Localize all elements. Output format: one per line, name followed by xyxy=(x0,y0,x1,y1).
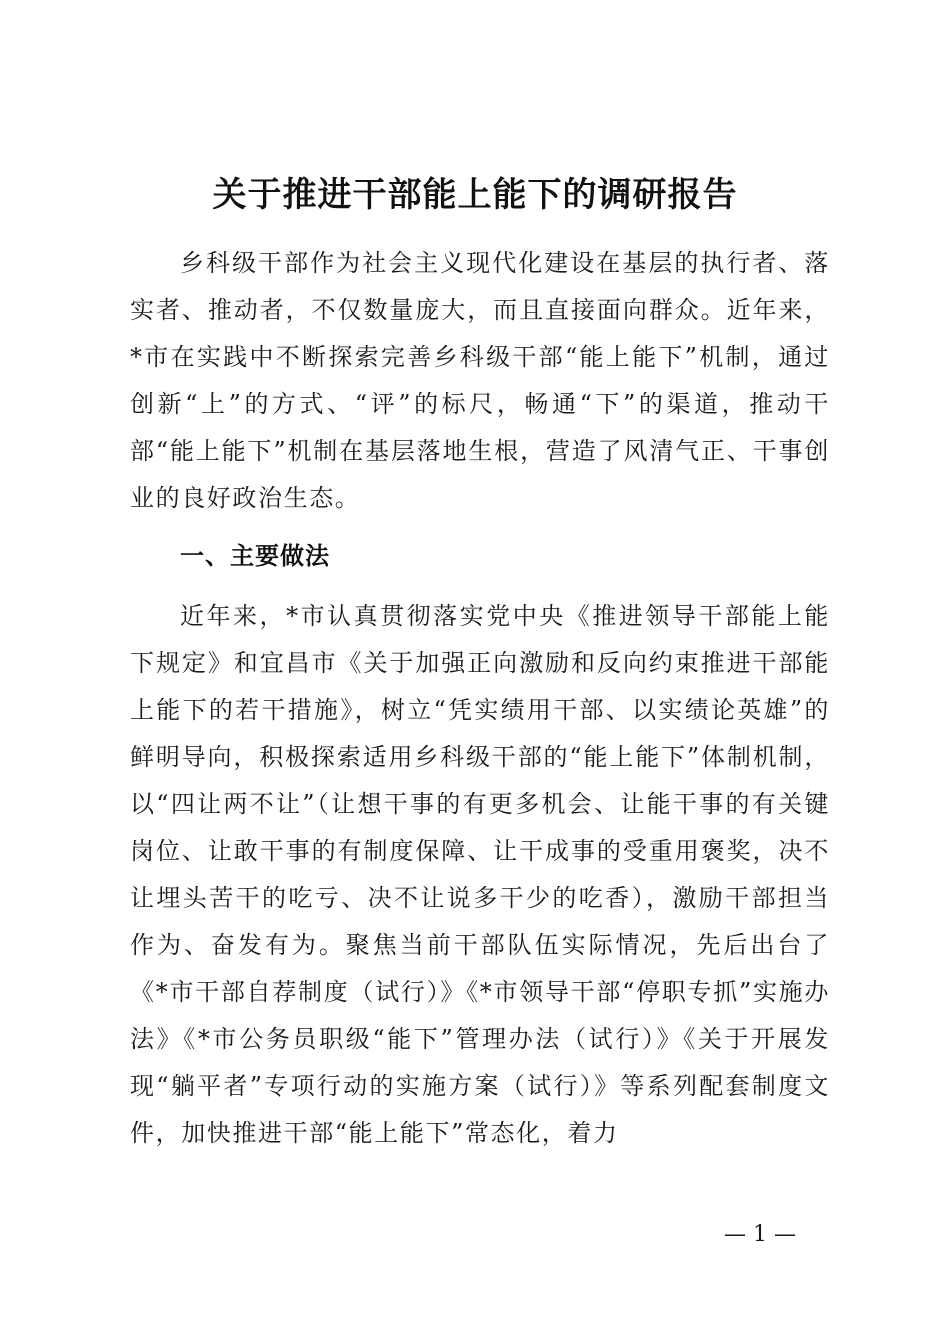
intro-paragraph: 乡科级干部作为社会主义现代化建设在基层的执行者、落实者、推动者，不仅数量庞大，而且直接面向群众。近年来，*市在实践中不断探索完善乡科级干部“能上能下”机制，通过创新“上”的方式、“评”的标尺，畅通“下”的渠道，推动干部“能上能下”机制在基层落地生根，营造了风清气正、干事创业的良好政治生态。 xyxy=(130,249,830,512)
section-heading: 一、主要做法 xyxy=(180,542,330,570)
document-title: 关于推进干部能上能下的调研报告 xyxy=(212,175,738,215)
page-number: — 1 — xyxy=(724,1222,796,1247)
section-paragraph: 近年来，*市认真贯彻落实党中央《推进领导干部能上能下规定》和宜昌市《关于加强正向激励和反向约束推进干部能上能下的若干措施》，树立“凭实绩用干部、以实绩论英雄”的鲜明导向，积极探索适用乡科级干部的“能上能下”体制机制，以“四让两不让”（让想干事的有更多机会、让能干事的有关键岗位、让敢干事的有制度保障、让干成事的受重用褒奖，决不让埋头苦干的吃亏、决不让说多干少的吃香），激励干部担当作为、奋发有为。聚焦当前干部队伍实际情况，先后出台了《*市干部自荐制度（试行）》《*市领导干部“停职专抓”实施办法》《*市公务员职级“能下”管理办法（试行）》《关于开展发现“躺平者”专项行动的实施方案（试行）》等系列配套制度文件，加快推进干部“能上能下”常态化，着力 xyxy=(130,602,830,1147)
